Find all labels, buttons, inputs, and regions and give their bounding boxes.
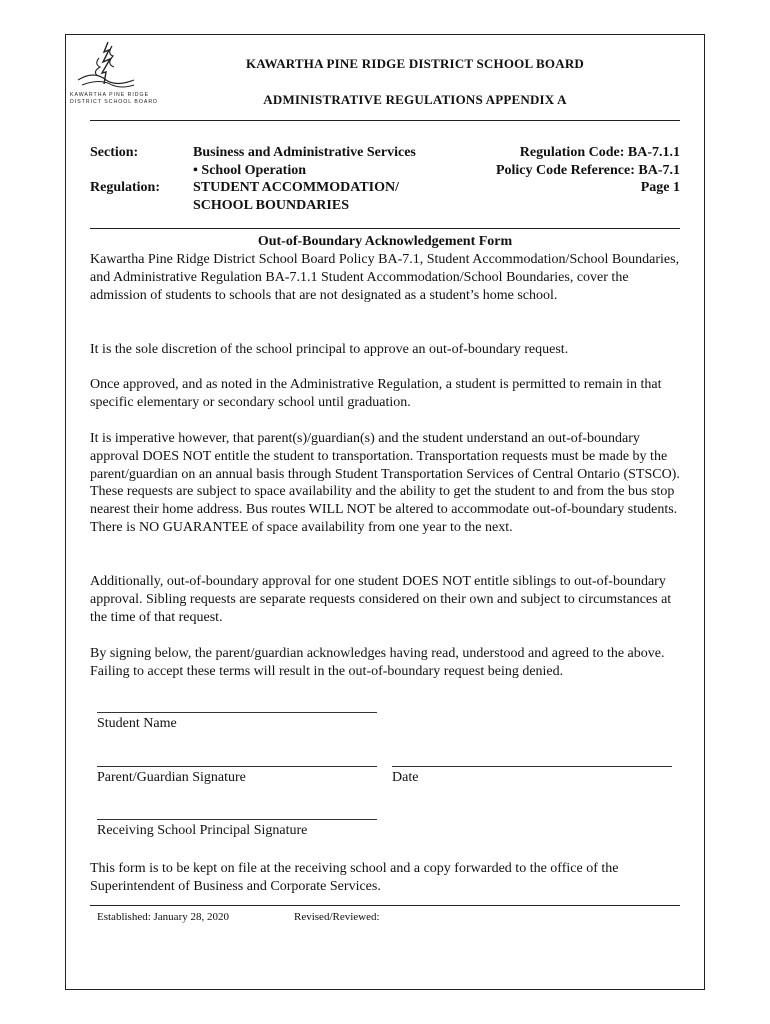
- regulation-title-line2: SCHOOL BOUNDARIES: [193, 198, 349, 213]
- paragraph-intro: Kawartha Pine Ridge District School Board Policy BA-7.1, Student Accommodation/School Boundaries, and Administrative Regulation BA-7.1.1 Student Accommodation/School Boundaries, cover the admission of students to schools that are not designated as a student’s home school.: [90, 252, 680, 303]
- board-name: KAWARTHA PINE RIDGE DISTRICT SCHOOL BOARD: [246, 56, 584, 71]
- board-logo: [70, 40, 158, 108]
- page-number: Page 1: [640, 180, 680, 195]
- principal-signature-label: Receiving School Principal Signature: [97, 823, 308, 838]
- section-subitem: • School Operation: [193, 163, 307, 178]
- paragraph-acknowledgement: By signing below, the parent/guardian acknowledges having read, understood and agreed to the above. Failing to accept these terms will result in the out-of-boundary request being denied.: [90, 646, 665, 679]
- appendix-title: ADMINISTRATIVE REGULATIONS APPENDIX A: [263, 92, 567, 107]
- date-line[interactable]: [392, 766, 672, 767]
- paragraph-transportation: It is imperative however, that parent(s)/guardian(s) and the student understand an out-of-boundary approval DOES NOT entitle the student to transportation. Transportation requests must be made by the parent/guardian on an annual basis through Student Transportation Services of Central Ontario (STSCO). These requests are subject to space availability and the ability to get the student to and from the bus stop nearest their home address. Bus routes WILL NOT be altered to accommodate out-of-boundary students. There is NO GUARANTEE of space availability from one year to the next.: [90, 431, 680, 535]
- section-label: Section:: [90, 145, 139, 160]
- student-name-label: Student Name: [97, 716, 177, 731]
- pine-tree-logo-icon: [76, 40, 136, 90]
- parent-signature-line[interactable]: [97, 766, 377, 767]
- header-divider: [90, 120, 680, 121]
- paragraph-discretion: It is the sole discretion of the school principal to approve an out-of-boundary request.: [90, 342, 569, 357]
- parent-signature-label: Parent/Guardian Signature: [97, 770, 246, 785]
- paragraph-approval: Once approved, and as noted in the Administrative Regulation, a student is permitted to remain in that specific elementary or secondary school until graduation.: [90, 377, 662, 410]
- principal-signature-line[interactable]: [97, 819, 377, 820]
- student-name-line[interactable]: [97, 712, 377, 713]
- regulation-label: Regulation:: [90, 180, 160, 195]
- logo-text-line2: DISTRICT SCHOOL BOARD: [70, 99, 158, 105]
- paragraph-siblings: Additionally, out-of-boundary approval for one student DOES NOT entitle siblings to out-of-boundary approval. Sibling requests are separate requests considered on their own and subject to circumstances at the time of that request.: [90, 574, 672, 625]
- footer-divider: [90, 905, 680, 906]
- meta-divider: [90, 228, 680, 229]
- date-label: Date: [392, 770, 419, 785]
- revised-date: Revised/Reviewed:: [294, 911, 380, 923]
- regulation-code: Regulation Code: BA-7.1.1: [519, 145, 680, 160]
- logo-text-line1: KAWARTHA PINE RIDGE: [70, 92, 150, 98]
- closing-note: This form is to be kept on file at the receiving school and a copy forwarded to the office of the Superintendent of Business and Corporate Services.: [90, 861, 619, 894]
- policy-code: Policy Code Reference: BA-7.1: [495, 163, 680, 178]
- regulation-title-line1: STUDENT ACCOMMODATION/: [193, 180, 400, 195]
- form-title: Out-of-Boundary Acknowledgement Form: [257, 234, 513, 249]
- section-value: Business and Administrative Services: [193, 145, 416, 160]
- established-date: Established: January 28, 2020: [97, 911, 229, 923]
